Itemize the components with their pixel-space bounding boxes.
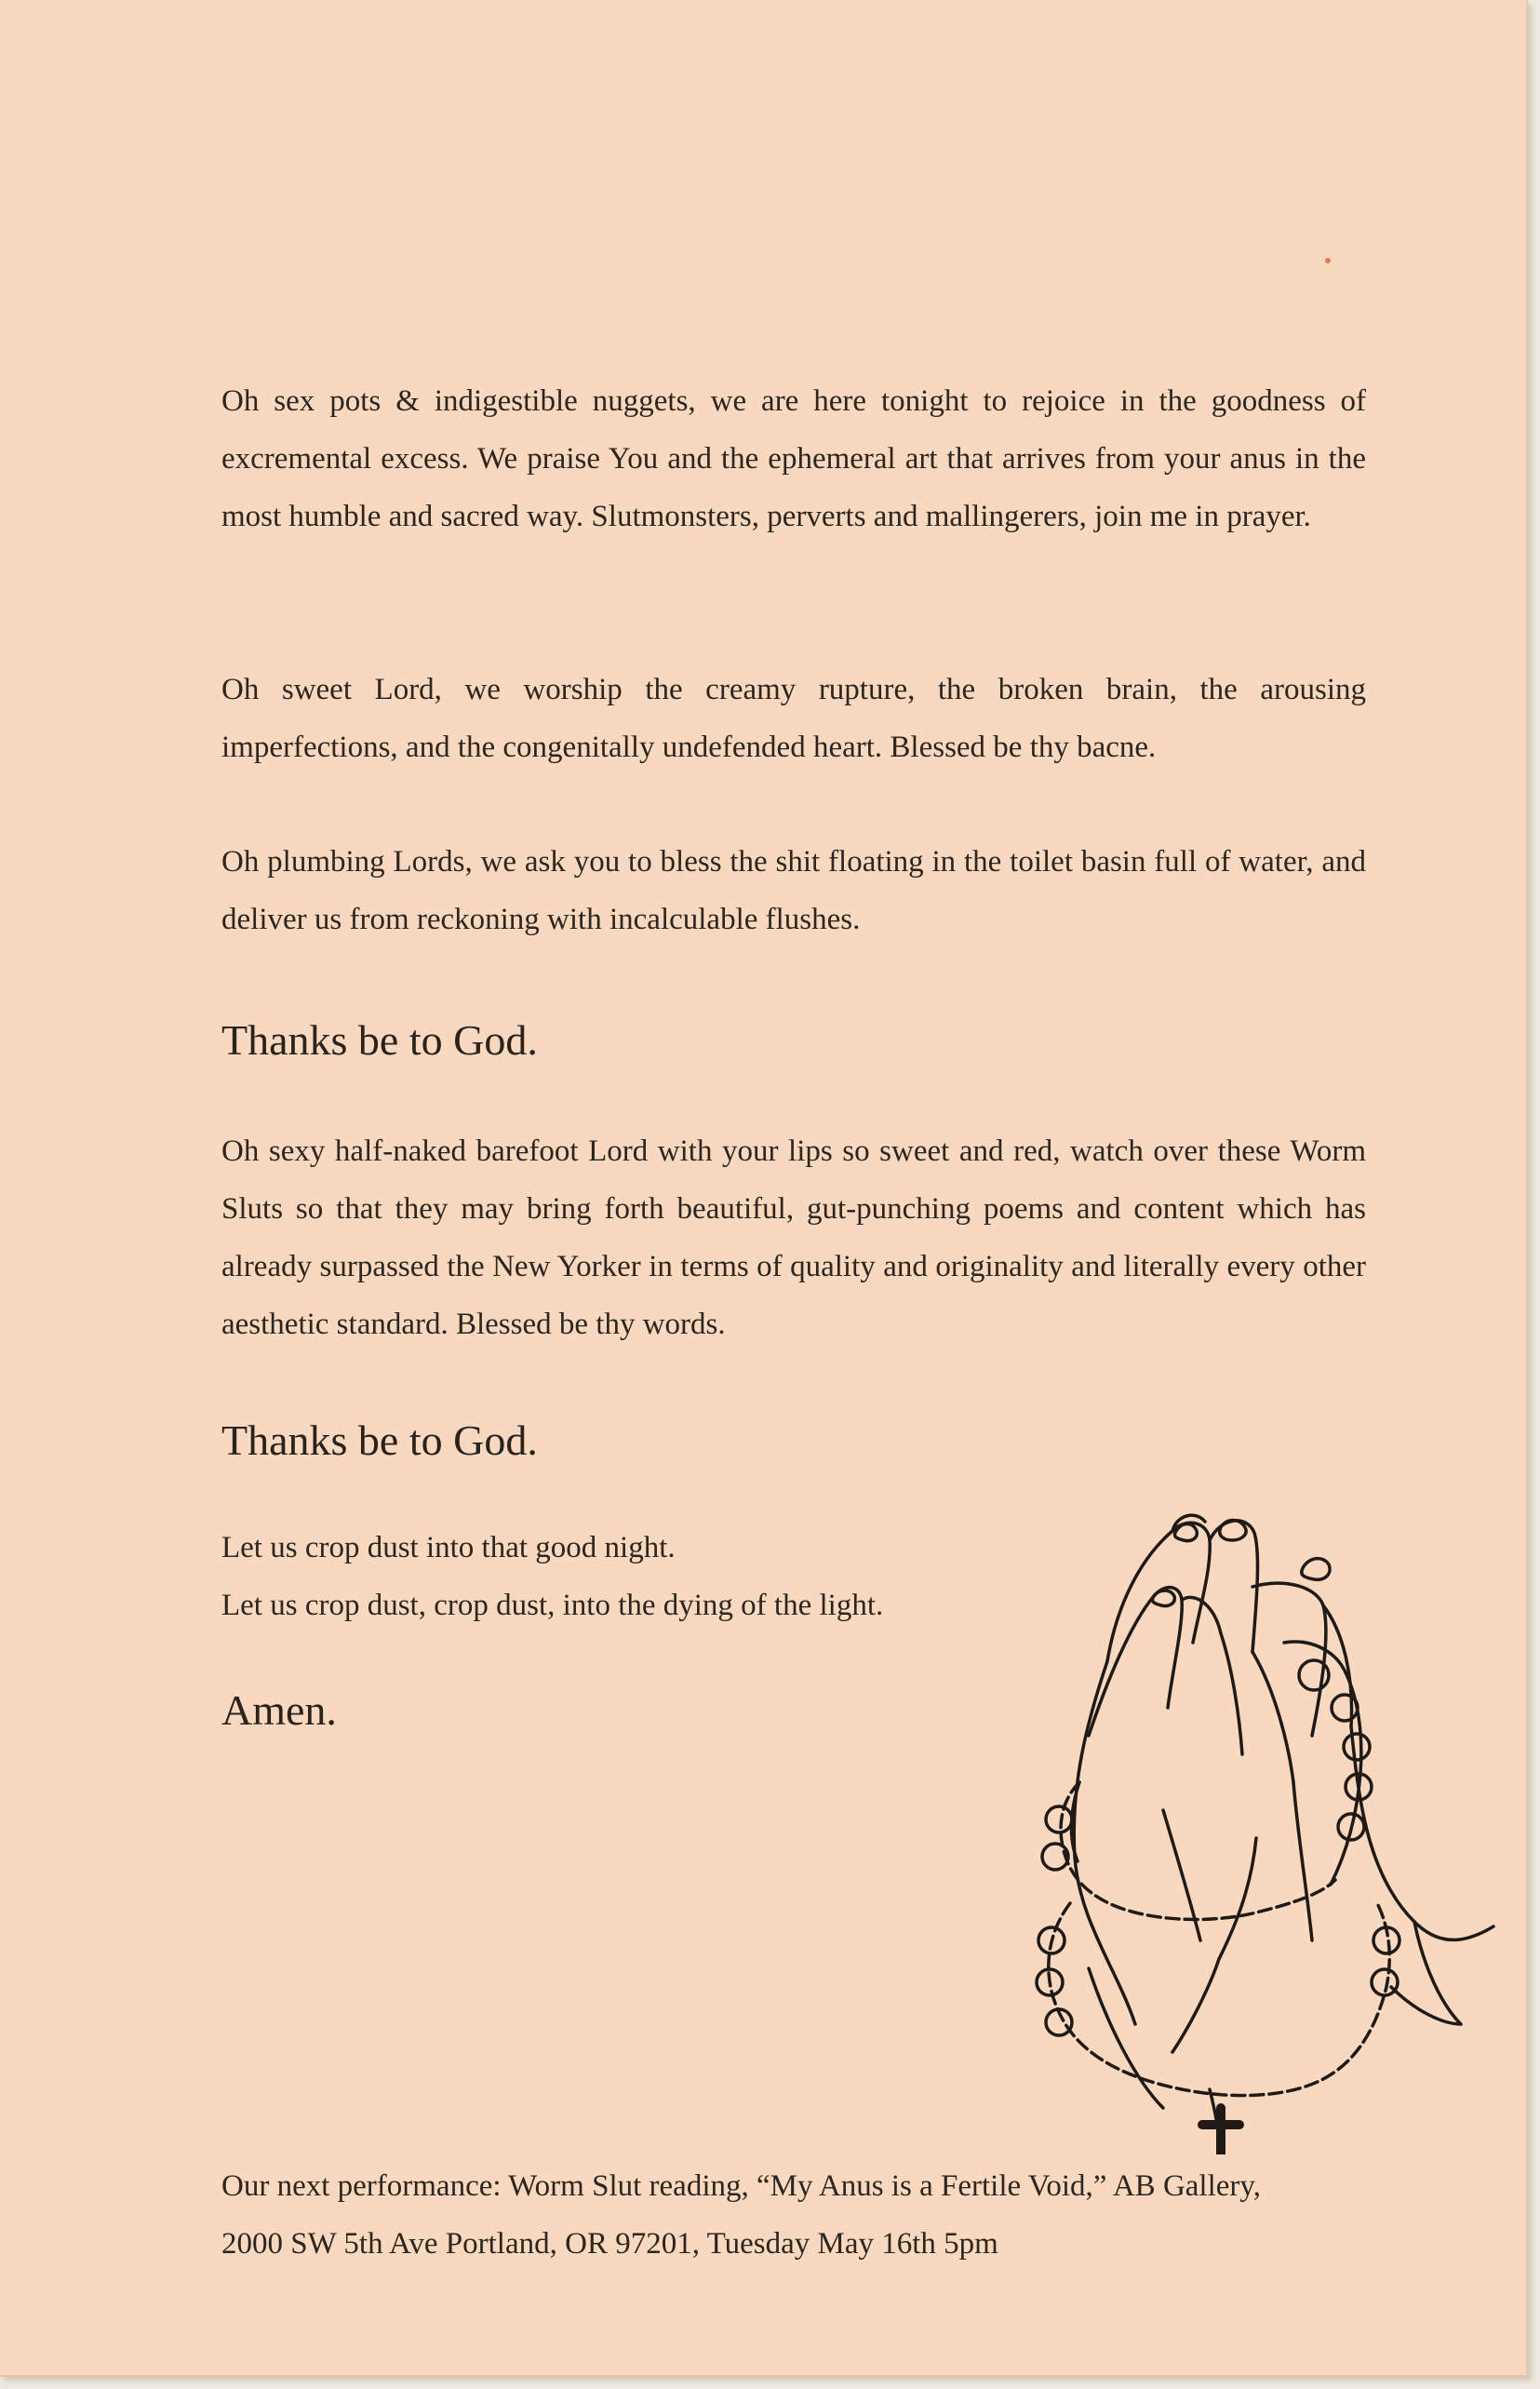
- closing-line-1: Let us crop dust into that good night.: [221, 1531, 676, 1564]
- praying-hands-illustration: [977, 1503, 1498, 2154]
- paragraph-sexy-lord: Oh sexy half-naked barefoot Lord with your lips so sweet and red, watch over these Worm Sluts so that they may bring forth beautiful, gut-punching poems and content which has already surpassed the New Yorker in terms of quality and originality and literally every other aesthetic standard. Blessed be thy words.: [221, 1134, 1366, 1341]
- paragraph-plumbing-lords: Oh plumbing Lords, we ask you to bless the shit floating in the toilet basin full of water, and deliver us from reckoning with incalculable flushes.: [221, 845, 1366, 936]
- paragraph-sweet-lord: Oh sweet Lord, we worship the creamy rupture, the broken brain, the arousing imperfections, and the congenitally undefended heart. Blessed be thy bacne.: [221, 673, 1366, 764]
- response-thanks-2: Thanks be to God.: [221, 1416, 538, 1464]
- response-thanks-1: Thanks be to God.: [221, 1016, 538, 1064]
- event-footer: [221, 2157, 1366, 2273]
- ink-speck: [1325, 258, 1331, 263]
- amen: Amen.: [221, 1686, 337, 1734]
- footer-line-2: 2000 SW 5th Ave Portland, OR 97201, Tuesday May 16th 5pm: [221, 2227, 998, 2261]
- footer-line-1: Our next performance: Worm Slut reading, “My Anus is a Fertile Void,” AB Gallery,: [221, 2169, 1262, 2203]
- closing-line-2: Let us crop dust, crop dust, into the dying of the light.: [221, 1589, 884, 1622]
- paragraph-opening: Oh sex pots & indigestible nuggets, we are here tonight to rejoice in the goodness of excremental excess. We praise You and the ephemeral art that arrives from your anus in the most humble and sacred way. Slutmonsters, perverts and mallingerers, join me in prayer.: [221, 384, 1366, 533]
